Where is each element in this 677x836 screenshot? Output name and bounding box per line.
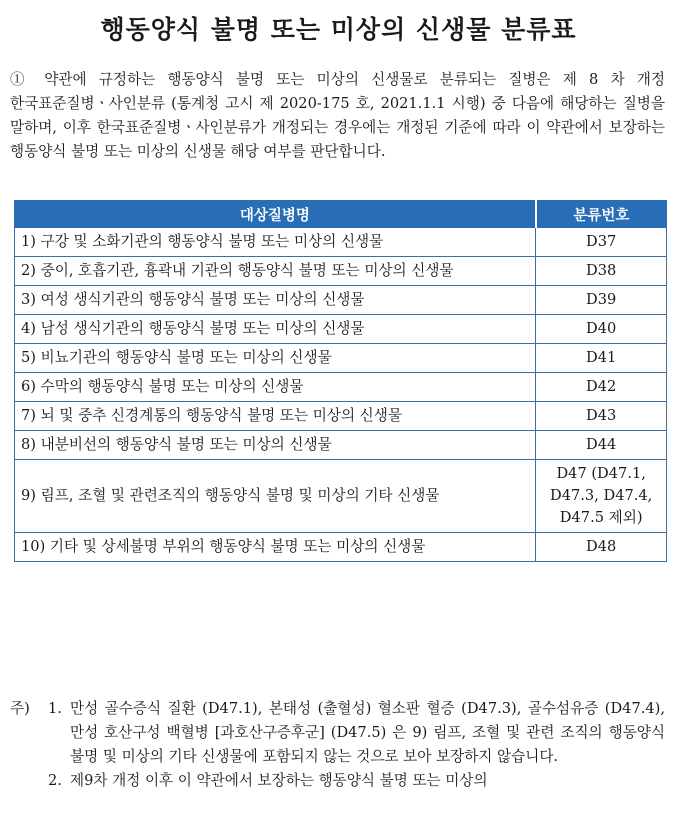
disease-name-cell: 7) 뇌 및 중추 신경계통의 행동양식 불명 또는 미상의 신생물 bbox=[15, 402, 536, 431]
disease-name-cell: 10) 기타 및 상세불명 부위의 행동양식 불명 또는 미상의 신생물 bbox=[15, 533, 536, 562]
table-row bbox=[15, 344, 667, 373]
table-header-row bbox=[15, 201, 667, 228]
note-item bbox=[48, 697, 665, 769]
header-code: 분류번호 bbox=[536, 201, 667, 228]
classification-table bbox=[14, 200, 667, 562]
disease-name-cell: 6) 수막의 행동양식 불명 또는 미상의 신생물 bbox=[15, 373, 536, 402]
code-cell: D42 bbox=[536, 373, 667, 402]
classification-table-wrapper bbox=[14, 200, 667, 562]
table-row bbox=[15, 257, 667, 286]
table-row bbox=[15, 402, 667, 431]
table-row bbox=[15, 286, 667, 315]
disease-name-cell: 2) 중이, 호흡기관, 흉곽내 기관의 행동양식 불명 또는 미상의 신생물 bbox=[15, 257, 536, 286]
note-number: 2. bbox=[48, 772, 62, 789]
table-row bbox=[15, 460, 667, 533]
note-text: 만성 골수증식 질환 (D47.1), 본태성 (출혈성) 혈소판 혈증 (D47.3), 골수섬유증 (D47.4), 만성 호산구성 백혈병 [과호산구증후군] (D47.5) 은 9) 림프, 조혈 및 관련 조직의 행동양식 불명 및 미상의 기타 신생물에 포함되지 않는 것으로 보아 보장하지 않습니다. bbox=[70, 700, 665, 765]
table-row bbox=[15, 373, 667, 402]
code-cell: D41 bbox=[536, 344, 667, 373]
code-cell: D38 bbox=[536, 257, 667, 286]
header-disease-name: 대상질병명 bbox=[15, 201, 536, 228]
disease-name-cell: 3) 여성 생식기관의 행동양식 불명 또는 미상의 신생물 bbox=[15, 286, 536, 315]
code-cell: D44 bbox=[536, 431, 667, 460]
disease-name-cell: 8) 내분비선의 행동양식 불명 또는 미상의 신생물 bbox=[15, 431, 536, 460]
code-cell: D43 bbox=[536, 402, 667, 431]
note-number: 1. bbox=[48, 700, 62, 717]
disease-name-cell: 4) 남성 생식기관의 행동양식 불명 또는 미상의 신생물 bbox=[15, 315, 536, 344]
disease-name-cell: 1) 구강 및 소화기관의 행동양식 불명 또는 미상의 신생물 bbox=[15, 228, 536, 257]
code-cell: D48 bbox=[536, 533, 667, 562]
note-text: 제9차 개정 이후 이 약관에서 보장하는 행동양식 불명 또는 미상의 bbox=[70, 772, 488, 789]
disease-name-cell: 9) 림프, 조혈 및 관련조직의 행동양식 불명 및 미상의 기타 신생물 bbox=[15, 460, 536, 533]
intro-paragraph: ① 약관에 규정하는 행동양식 불명 또는 미상의 신생물로 분류되는 질병은 제 8 차 개정 한국표준질병ㆍ사인분류 (통계청 고시 제 2020-175 호, 2021.1.1 시행) 중 다음에 해당하는 질병을 말하며, 이후 한국표준질병ㆍ사인분류가 개정되는 경우에는 개정된 기준에 따라 이 약관에서 보장하는 행동양식 불명 또는 미상의 신생물 해당 여부를 판단합니다. bbox=[10, 71, 665, 160]
notes-section bbox=[10, 697, 665, 793]
code-cell: D39 bbox=[536, 286, 667, 315]
page-title: 행동양식 불명 또는 미상의 신생물 분류표 bbox=[100, 15, 577, 44]
code-cell: D37 bbox=[536, 228, 667, 257]
table-row bbox=[15, 431, 667, 460]
table-row bbox=[15, 533, 667, 562]
note-item bbox=[48, 769, 665, 793]
disease-name-cell: 5) 비뇨기관의 행동양식 불명 또는 미상의 신생물 bbox=[15, 344, 536, 373]
code-cell: D40 bbox=[536, 315, 667, 344]
code-cell: D47 (D47.1, D47.3, D47.4, D47.5 제외) bbox=[536, 460, 667, 533]
table-row bbox=[15, 228, 667, 257]
notes-mark: 주) bbox=[10, 700, 30, 717]
table-row bbox=[15, 315, 667, 344]
